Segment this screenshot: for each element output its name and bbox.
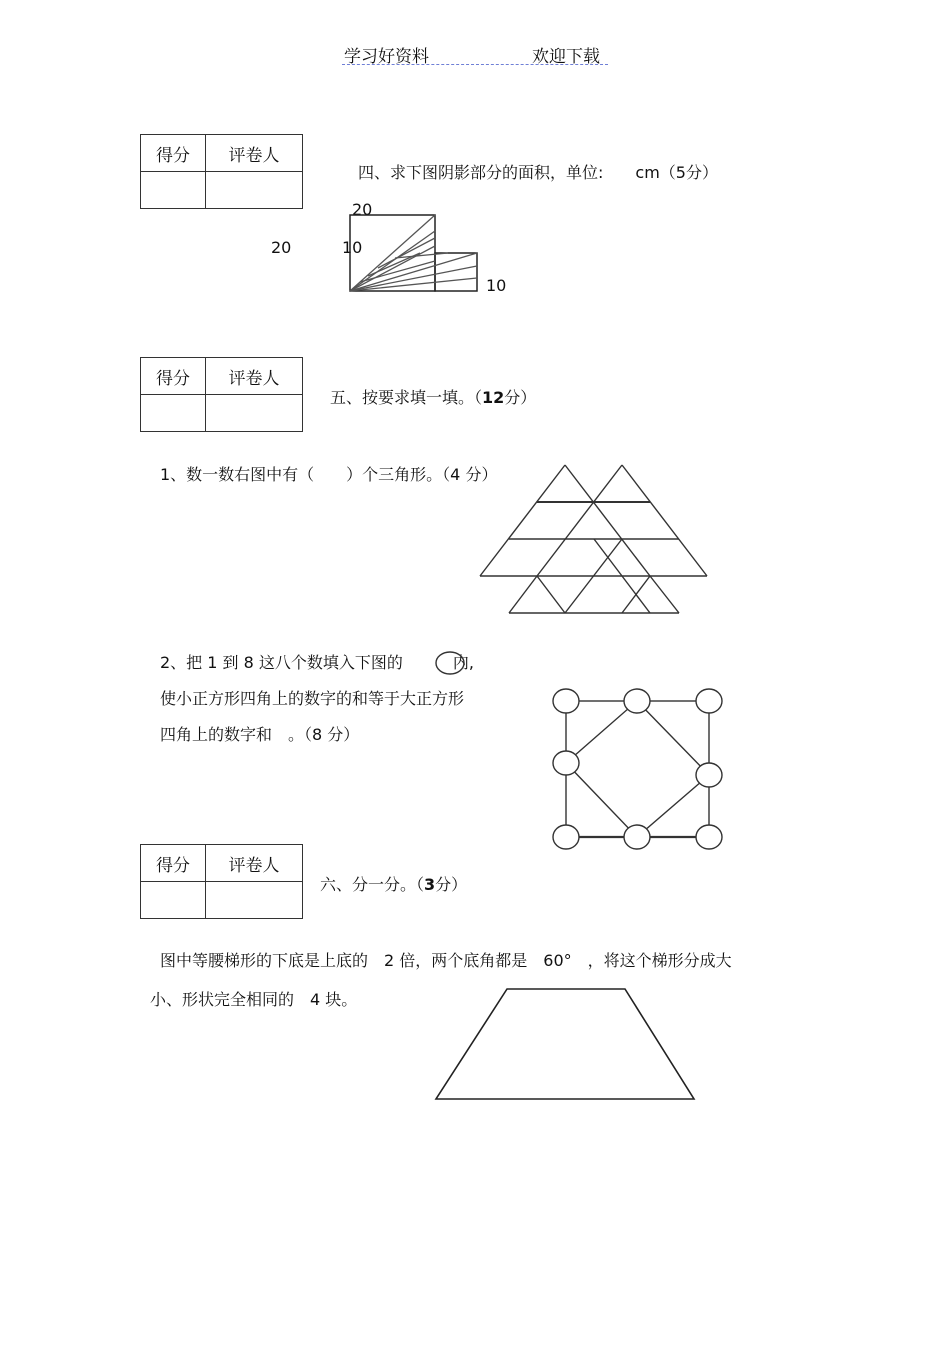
number-circle-2[interactable] — [624, 689, 650, 713]
score-label: 得分 — [141, 845, 206, 882]
grader-label: 评卷人 — [206, 845, 303, 882]
question-2-line3: 四角上的数字和 。（8 分） — [160, 725, 360, 744]
section4-title-unit: cm（5分） — [635, 163, 718, 182]
number-circle-1[interactable] — [553, 689, 579, 713]
trapezoid-figure — [436, 989, 694, 1099]
shaded-figure-label-left-inner: 10 — [342, 238, 363, 257]
section4-title-prefix: 四、求下图阴影部分的面积，单位: — [358, 163, 604, 182]
number-circle-3[interactable] — [696, 689, 722, 713]
question-1: 1、数一数右图中有（ ）个三角形。（4 分） — [160, 465, 498, 484]
score-label: 得分 — [141, 358, 206, 395]
shaded-area-figure — [350, 215, 477, 291]
number-circle-5[interactable] — [696, 763, 722, 787]
inline-circle-icon — [436, 652, 464, 674]
number-circle-8[interactable] — [696, 825, 722, 849]
section6-title-suffix: 分） — [435, 875, 468, 894]
shaded-figure-label-top: 20 — [352, 200, 373, 219]
section5-title-prefix: 五、按要求填一填。（ — [330, 388, 483, 407]
grader-label: 评卷人 — [206, 135, 303, 172]
question-2-line1-a: 2、把 1 到 8 这八个数填入下图的 — [160, 653, 403, 672]
question-2-line2: 使小正方形四角上的数字的和等于大正方形 — [160, 689, 465, 708]
section5-title-points: 12 — [482, 388, 505, 407]
section6-description-line1: 图中等腰梯形的下底是上底的 2 倍，两个底角都是 60° ，将这个梯形分成大 — [160, 951, 732, 970]
shaded-figure-label-right: 10 — [486, 276, 507, 295]
number-circle-6[interactable] — [553, 825, 579, 849]
number-circle-4[interactable] — [553, 751, 579, 775]
section6-description-line2: 小、形状完全相同的 4 块。 — [150, 990, 358, 1009]
section6-title-prefix: 六、分一分。（ — [320, 875, 425, 894]
section5-title-suffix: 分） — [504, 388, 537, 407]
grader-label: 评卷人 — [206, 358, 303, 395]
header-left: 学习好资料 — [344, 47, 429, 67]
question-2-line1-b: 内, — [452, 653, 474, 672]
triangle-grid-figure — [480, 465, 707, 613]
number-circle-7[interactable] — [624, 825, 650, 849]
section6-title-points: 3 — [424, 875, 436, 894]
score-label: 得分 — [141, 135, 206, 172]
square-circles-figure — [553, 689, 722, 849]
header-right: 欢迎下载 — [532, 47, 600, 67]
shaded-figure-label-left-outer: 20 — [271, 238, 292, 257]
